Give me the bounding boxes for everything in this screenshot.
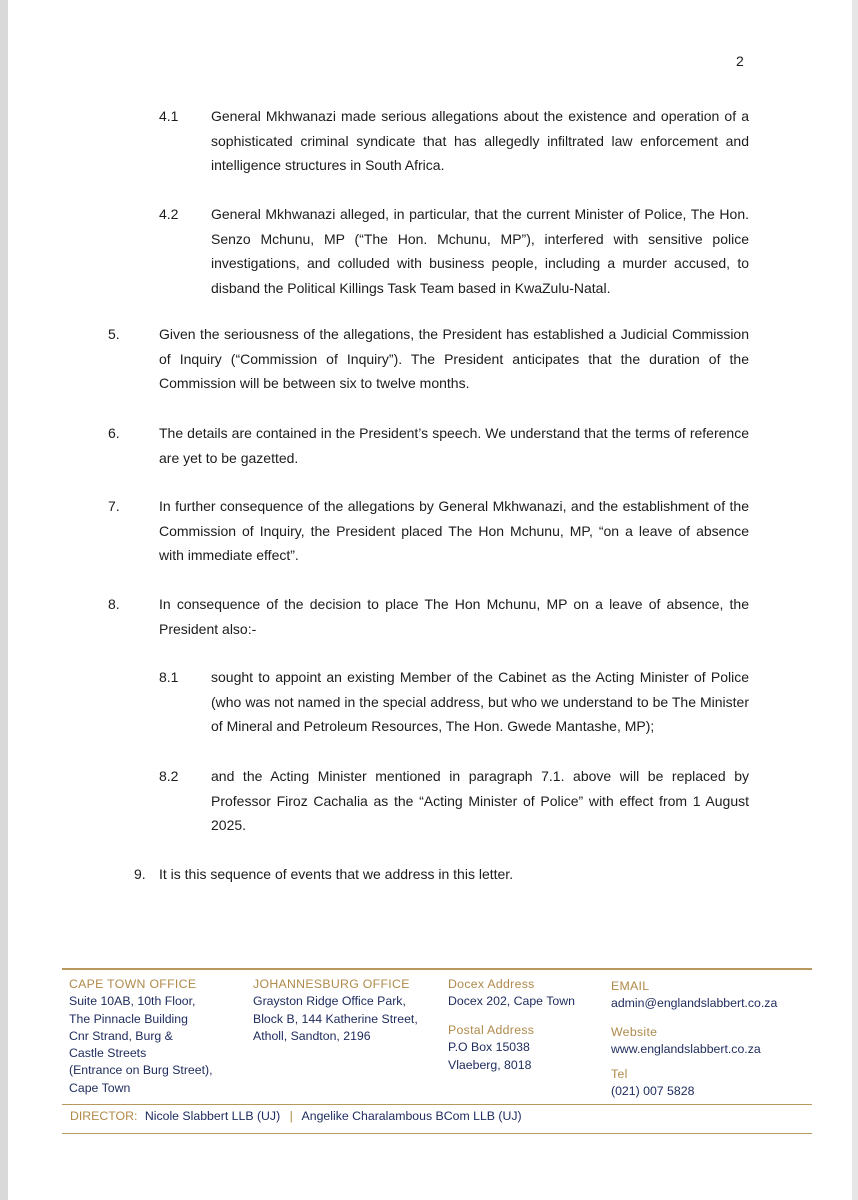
footer-johannesburg xyxy=(253,976,418,1045)
item-number: 8.2 xyxy=(159,768,179,784)
footer-line: Atholl, Sandton, 2196 xyxy=(253,1028,371,1043)
footer-postal xyxy=(448,1022,534,1074)
text-line: of Mineral and Petroleum Resources, The Hon. Gwede Mantashe, MP); xyxy=(211,718,655,734)
footer-website xyxy=(611,1024,761,1059)
phone-number: (021) 007 5828 xyxy=(611,1084,695,1099)
footer-line: Vlaeberg, 8018 xyxy=(448,1057,532,1072)
item-text xyxy=(211,665,749,739)
footer-line: Suite 10AB, 10th Floor, xyxy=(69,994,196,1009)
page-number: 2 xyxy=(736,53,744,69)
item-number: 5. xyxy=(108,326,120,342)
item-number: 8. xyxy=(108,596,120,612)
text-line: sought to appoint an existing Member of the Cabinet as the Acting Minister of Police xyxy=(211,669,749,685)
text-line: In further consequence of the allegations by General Mkhwanazi, and the establishment of the xyxy=(159,498,749,514)
footer-line: Cape Town xyxy=(69,1080,131,1095)
footer-line: (Entrance on Burg Street), xyxy=(69,1063,213,1078)
item-text xyxy=(159,421,749,470)
text-line: are yet to be gazetted. xyxy=(159,449,299,466)
footer-line: Block B, 144 Katherine Street, xyxy=(253,1011,418,1026)
footer-line: P.O Box 15038 xyxy=(448,1040,530,1055)
item-text xyxy=(159,322,749,396)
director-label: DIRECTOR: xyxy=(70,1109,138,1123)
footer-tel xyxy=(611,1066,694,1101)
footer-top-rule xyxy=(62,968,812,970)
item-number: 6. xyxy=(108,425,120,441)
item-text xyxy=(159,862,749,887)
item-number: 4.1 xyxy=(159,108,179,124)
text-line: General Mkhwanazi alleged, in particular, that the current Minister of Police, The Hon. xyxy=(211,206,749,222)
item-number: 4.2 xyxy=(159,206,179,222)
footer-middle-rule xyxy=(62,1104,812,1105)
footer-line: Cnr Strand, Burg & xyxy=(69,1028,173,1043)
text-line: General Mkhwanazi made serious allegations about the existence and operation of a xyxy=(211,108,749,124)
text-line: President also:- xyxy=(159,620,257,637)
text-line: intelligence structures in South Africa. xyxy=(211,157,445,173)
footer-heading: Postal Address xyxy=(448,1023,535,1037)
text-line: 2025. xyxy=(211,817,247,833)
footer-email xyxy=(611,978,777,1013)
text-line: In consequence of the decision to place The Hon Mchunu, MP on a leave of absence, the xyxy=(159,596,749,612)
director-name: Angelike Charalambous BCom LLB (UJ) xyxy=(301,1109,522,1123)
footer-docex xyxy=(448,976,575,1011)
item-text xyxy=(211,104,749,178)
footer-cape-town xyxy=(69,976,213,1097)
footer-heading: JOHANNESBURG OFFICE xyxy=(253,977,410,991)
page-edge-right xyxy=(852,0,858,1200)
footer-bottom-rule xyxy=(62,1133,812,1134)
text-line: disband the Political Killings Task Team based in KwaZulu-Natal. xyxy=(211,279,611,296)
email-link[interactable]: admin@englandslabbert.co.za xyxy=(611,996,778,1011)
footer-line: The Pinnacle Building xyxy=(69,1011,188,1026)
director-line xyxy=(70,1109,522,1123)
text-line: investigations, and colluded with business people, including a murder accused, to xyxy=(211,255,749,271)
footer-heading: Docex Address xyxy=(448,977,535,991)
text-line: Senzo Mchunu, MP (“The Hon. Mchunu, MP”), interfered with sensitive police xyxy=(211,230,749,247)
text-line: Given the seriousness of the allegations, the President has established a Judicial Commission xyxy=(159,326,749,342)
text-line: Commission of Inquiry, the President placed The Hon Mchunu, MP, “on a leave of absence xyxy=(159,522,749,539)
director-name: Nicole Slabbert LLB (UJ) xyxy=(144,1109,281,1123)
item-number: 7. xyxy=(108,498,120,514)
page-edge-left xyxy=(0,0,8,1200)
item-text xyxy=(211,202,749,300)
item-text xyxy=(211,764,749,838)
footer-heading: Website xyxy=(611,1025,658,1039)
footer-line: Grayston Ridge Office Park, xyxy=(253,994,406,1009)
footer-heading: Tel xyxy=(611,1067,628,1081)
text-line: The details are contained in the President’s speech. We understand that the terms of reference xyxy=(159,425,749,441)
text-line: of Inquiry (“Commission of Inquiry”). The President anticipates that the duration of the xyxy=(159,350,749,367)
footer-line: Docex 202, Cape Town xyxy=(448,994,575,1009)
text-line: and the Acting Minister mentioned in paragraph 7.1. above will be replaced by xyxy=(211,768,749,784)
director-separator: | xyxy=(289,1109,293,1123)
footer-heading: CAPE TOWN OFFICE xyxy=(69,977,197,991)
text-line: (who was not named in the special address, but who we understand to be The Minister xyxy=(211,693,749,710)
website-link[interactable]: www.englandslabbert.co.za xyxy=(611,1042,761,1057)
text-line: Commission will be between six to twelve months. xyxy=(159,375,470,391)
item-number: 9. xyxy=(134,866,146,882)
text-line: It is this sequence of events that we address in this letter. xyxy=(159,866,514,882)
item-text xyxy=(159,494,749,568)
text-line: sophisticated criminal syndicate that has allegedly infiltrated law enforcement and xyxy=(211,132,749,149)
footer-heading: EMAIL xyxy=(611,979,650,993)
item-text xyxy=(159,592,749,641)
text-line: Professor Firoz Cachalia as the “Acting Minister of Police” with effect from 1 August xyxy=(211,792,749,809)
footer-line: Castle Streets xyxy=(69,1046,147,1061)
text-line: with immediate effect”. xyxy=(159,547,299,563)
item-number: 8.1 xyxy=(159,669,179,685)
